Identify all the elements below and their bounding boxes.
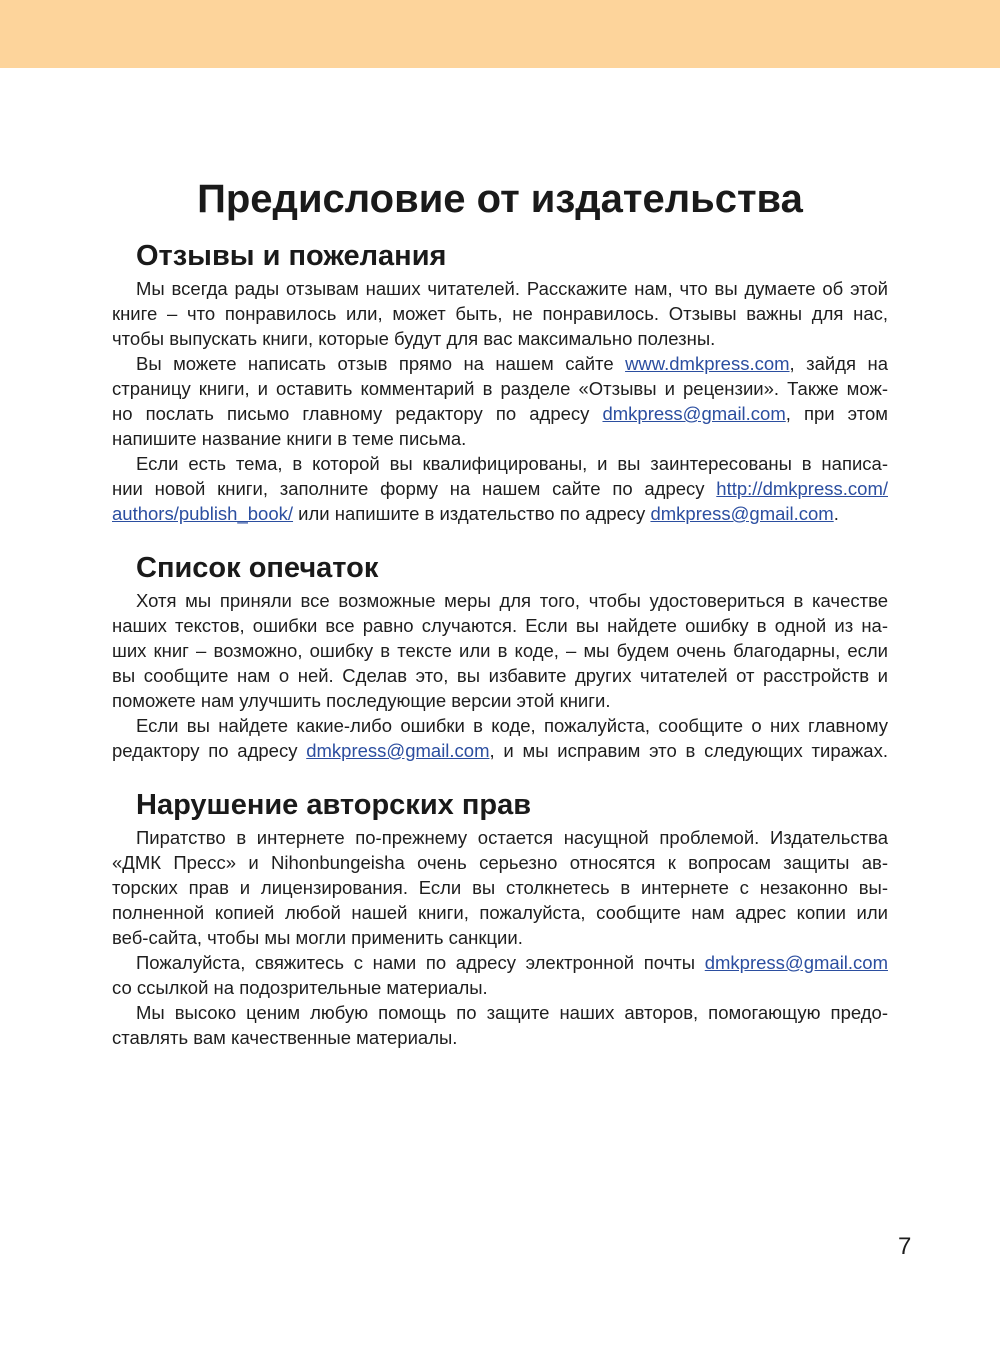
text-span: полненной копией любой нашей книги, пожалуйста, сообщите нам адрес копии или	[112, 902, 888, 923]
link[interactable]: dmkpress@gmail.com	[704, 952, 888, 973]
link[interactable]: dmkpress@gmail.com	[306, 740, 490, 761]
link[interactable]: authors/publish_book/	[112, 503, 294, 524]
paragraph	[112, 825, 888, 950]
text-line	[112, 950, 888, 975]
text-line	[112, 925, 888, 950]
section-heading: Список опечаток	[136, 552, 379, 584]
text-line	[112, 975, 888, 1000]
text-span: поможете нам улучшить последующие версии этой книги.	[112, 690, 611, 711]
section-feedback	[112, 236, 888, 526]
text-span: Если есть тема, в которой вы квалифицированы, и вы заинтересованы в написа-	[136, 453, 888, 474]
text-span: редактору по адресу	[112, 740, 307, 761]
text-line	[112, 376, 888, 401]
page-title: Предисловие от издательства	[197, 176, 803, 221]
paragraph	[112, 588, 888, 713]
text-line	[112, 1025, 888, 1050]
text-line	[112, 663, 888, 688]
text-line	[112, 1000, 888, 1025]
text-line	[112, 451, 888, 476]
paragraph	[112, 451, 888, 526]
text-span: Пиратство в интернете по-прежнему остается насущной проблемой. Издательства	[136, 827, 888, 848]
text-span: Хотя мы приняли все возможные меры для того, чтобы удостовериться в качестве	[136, 590, 888, 611]
text-span: Мы всегда рады отзывам наших читателей. Расскажите нам, что вы думаете об этой	[136, 278, 888, 299]
text-span: книге – что понравилось или, может быть, не понравилось. Отзывы важны для нас,	[112, 303, 888, 324]
paragraph	[112, 276, 888, 351]
text-line	[112, 401, 888, 426]
text-span: наших текстов, ошибки все равно случаются. Если вы найдете ошибку в одной из на-	[112, 615, 888, 636]
page-number: 7	[898, 1233, 912, 1260]
text-line	[112, 900, 888, 925]
text-span: .	[833, 503, 839, 524]
section-copyright	[112, 785, 888, 1050]
text-line	[112, 825, 888, 850]
text-line	[112, 738, 888, 763]
paragraph	[112, 1000, 888, 1050]
text-line	[112, 713, 888, 738]
text-span: страницу книги, и оставить комментарий в разделе «Отзывы и рецензии». Также мож-	[112, 378, 888, 399]
text-line	[112, 688, 888, 713]
section-heading: Отзывы и пожелания	[136, 240, 447, 272]
text-line	[112, 875, 888, 900]
text-span: , и мы исправим это в следующих тиражах.	[489, 740, 888, 761]
text-line	[112, 850, 888, 875]
link[interactable]: http://dmkpress.com/	[716, 478, 888, 499]
text-span: Мы высоко ценим любую помощь по защите наших авторов, помогающую предо-	[136, 1002, 888, 1023]
text-span: чтобы выпускать книги, которые будут для вас максимально полезны.	[112, 328, 716, 349]
section-errata	[112, 548, 888, 763]
header-band	[0, 0, 1000, 68]
text-span: торских прав и лицензирования. Если вы столкнетесь в интернете с незаконно вы-	[112, 877, 888, 898]
text-span: или напишите в издательство по адресу	[293, 503, 651, 524]
text-span: со ссылкой на подозрительные материалы.	[112, 977, 488, 998]
text-span: вы сообщите нам о ней. Сделав это, вы избавите других читателей от расстройств и	[112, 665, 888, 686]
text-span: Если вы найдете какие-либо ошибки в коде, пожалуйста, сообщите о них главному	[136, 715, 888, 736]
text-line	[112, 588, 888, 613]
text-line	[112, 613, 888, 638]
text-span: ших книг – возможно, ошибку в тексте или в коде, – мы будем очень благодарны, если	[112, 640, 888, 661]
text-line	[112, 638, 888, 663]
text-span: но послать письмо главному редактору по адресу	[112, 403, 603, 424]
paragraph	[112, 950, 888, 1000]
text-line	[112, 326, 888, 351]
text-span: , зайдя на	[789, 353, 888, 374]
section-heading: Нарушение авторских прав	[136, 789, 532, 821]
text-line	[112, 426, 888, 451]
paragraph	[112, 713, 888, 763]
text-span: веб-сайта, чтобы мы могли применить санкции.	[112, 927, 523, 948]
text-span: напишите название книги в теме письма.	[112, 428, 467, 449]
text-span: ставлять вам качественные материалы.	[112, 1027, 458, 1048]
text-span: Пожалуйста, свяжитесь с нами по адресу электронной почты	[136, 952, 705, 973]
paragraph	[112, 351, 888, 451]
text-span: , при этом	[785, 403, 888, 424]
text-line	[112, 301, 888, 326]
text-span: нии новой книги, заполните форму на нашем сайте по адресу	[112, 478, 717, 499]
text-span: «ДМК Пресс» и Nihonbungeisha очень серьезно относятся к вопросам защиты ав-	[112, 852, 888, 873]
link[interactable]: dmkpress@gmail.com	[650, 503, 834, 524]
link[interactable]: www.dmkpress.com	[625, 353, 790, 374]
text-line	[112, 351, 888, 376]
text-span: Вы можете написать отзыв прямо на нашем сайте	[136, 353, 626, 374]
text-line	[112, 476, 888, 501]
text-line	[112, 501, 888, 526]
text-line	[112, 276, 888, 301]
link[interactable]: dmkpress@gmail.com	[602, 403, 786, 424]
